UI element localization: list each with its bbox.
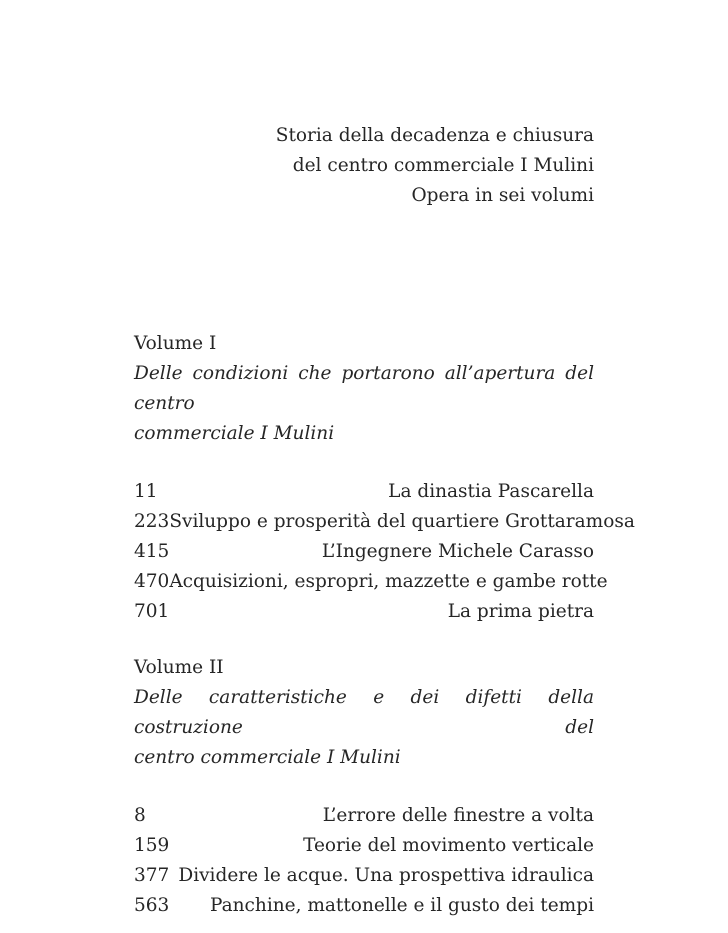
chapter-title: L’errore delle finestre a volta (322, 805, 594, 826)
chapter-row (134, 507, 635, 537)
volume-subtitle (134, 359, 594, 449)
chapter-title: Dividere le acque. Una prospettiva idraulica (178, 865, 594, 886)
chapter-title: Teorie del movimento verticale (303, 835, 594, 856)
chapter-page-number: 377 (134, 865, 170, 886)
chapter-title: Panchine, mattonelle e il gusto dei tempi (209, 895, 594, 916)
chapter-page-number: 223 (134, 511, 170, 532)
volume-subtitle (134, 683, 594, 773)
chapter-title: Acquisizioni, espropri, mazzette e gambe rotte (169, 571, 608, 592)
chapter-title: Sviluppo e prosperità del quartiere Grottaramosa (169, 511, 635, 532)
volume-subtitle-line: Delle caratteristiche e dei difetti della costruzione del (134, 687, 594, 738)
book-title-line: Storia della decadenza e chiusura (275, 125, 594, 146)
chapter-title: La prima pietra (447, 601, 594, 622)
chapter-page-number: 8 (134, 805, 146, 826)
chapter-row (134, 477, 594, 507)
book-title-line: del centro commerciale I Mulini (292, 155, 594, 176)
chapter-list (134, 477, 635, 627)
chapter-page-number: 563 (134, 895, 170, 916)
volume-section-1 (134, 329, 635, 627)
volume-heading: Volume I (134, 333, 217, 354)
chapter-row (134, 891, 594, 921)
chapter-row (134, 597, 594, 627)
chapter-row (134, 861, 594, 891)
chapter-list (134, 801, 594, 921)
chapter-page-number: 470 (134, 571, 170, 592)
chapter-row (134, 567, 608, 597)
chapter-row (134, 831, 594, 861)
chapter-page-number: 159 (134, 835, 170, 856)
volume-subtitle-line: Delle condizioni che portarono all’apertura del centro (134, 363, 594, 414)
volume-section-2 (134, 653, 594, 921)
chapter-page-number: 701 (134, 601, 170, 622)
volume-subtitle-line: commerciale I Mulini (134, 423, 335, 444)
volume-heading: Volume II (134, 657, 224, 678)
chapter-page-number: 11 (134, 481, 158, 502)
chapter-row (134, 801, 594, 831)
chapter-title: L’Ingegnere Michele Carasso (321, 541, 594, 562)
chapter-title: La dinastia Pascarella (388, 481, 594, 502)
volume-subtitle-line: centro commerciale I Mulini (134, 747, 401, 768)
book-title-block (134, 121, 594, 211)
chapter-row (134, 537, 594, 567)
book-title-line: Opera in sei volumi (411, 185, 594, 206)
chapter-page-number: 415 (134, 541, 170, 562)
toc-content-column (134, 0, 635, 921)
